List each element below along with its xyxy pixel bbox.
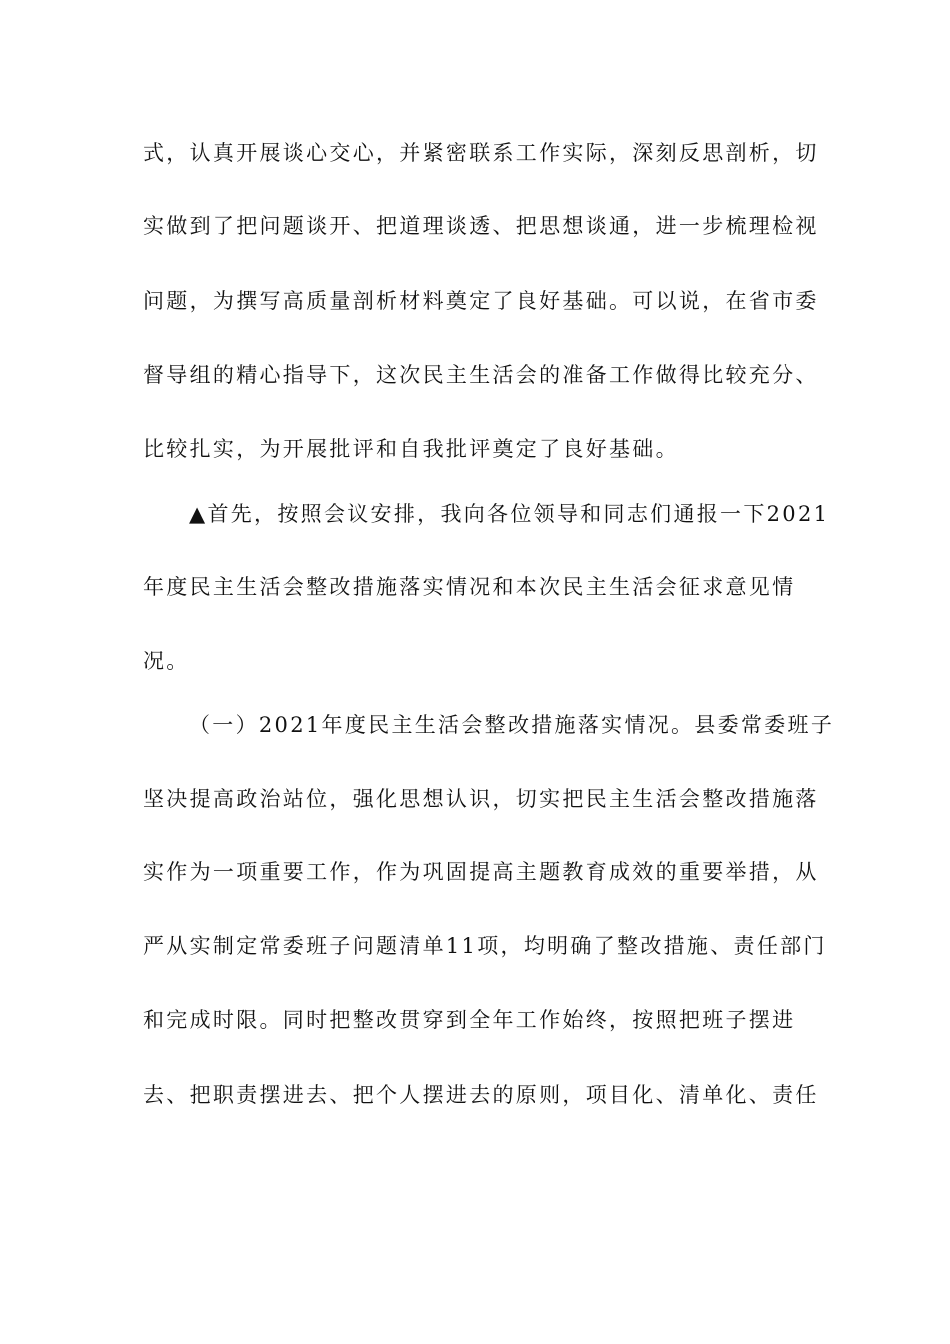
text-line: 年度民主生活会整改措施落实情况和本次民主生活会征求意见情 <box>143 575 796 599</box>
text-line: ▲首先，按照会议安排，我向各位领导和同志们通报一下2021 <box>189 502 830 526</box>
text-line: 去、把职责摆进去、把个人摆进去的原则，项目化、清单化、责任 <box>143 1083 819 1107</box>
text-line: 实作为一项重要工作，作为巩固提高主题教育成效的重要举措，从 <box>143 860 819 884</box>
text-line: 比较扎实，为开展批评和自我批评奠定了良好基础。 <box>143 437 679 461</box>
text-line: 况。 <box>143 649 190 673</box>
text-line: 督导组的精心指导下，这次民主生活会的准备工作做得比较充分、 <box>143 363 819 387</box>
text-line: 式，认真开展谈心交心，并紧密联系工作实际，深刻反思剖析，切 <box>143 141 819 165</box>
text-line: 和完成时限。同时把整改贯穿到全年工作始终，按照把班子摆进 <box>143 1008 796 1032</box>
text-line: 实做到了把问题谈开、把道理谈透、把思想谈通，进一步梳理检视 <box>143 214 819 238</box>
text-line: 问题，为撰写高质量剖析材料奠定了良好基础。可以说，在省市委 <box>143 289 819 313</box>
text-line: 坚决提高政治站位，强化思想认识，切实把民主生活会整改措施落 <box>143 787 819 811</box>
text-line: 严从实制定常委班子问题清单11项，均明确了整改措施、责任部门 <box>143 934 827 958</box>
text-line: （一）2021年度民主生活会整改措施落实情况。县委常委班子 <box>189 713 835 737</box>
